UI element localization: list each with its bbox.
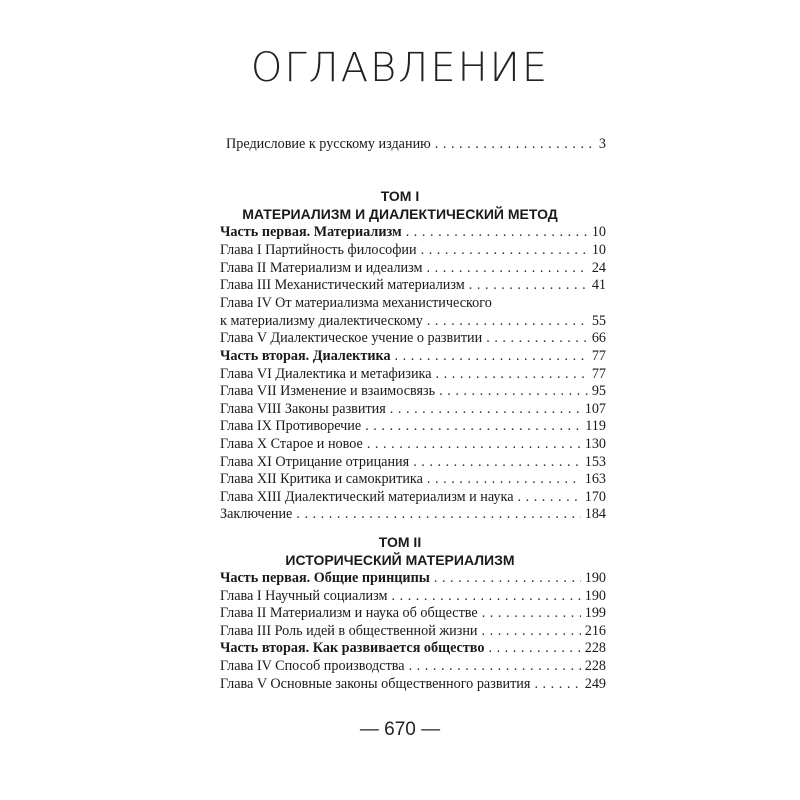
toc-entry-label: Часть первая. Общие принципы	[220, 570, 430, 586]
toc-entry-page: 24	[591, 260, 606, 276]
dot-leader	[439, 383, 588, 400]
toc-entry-label: Глава X Старое и новое	[220, 436, 363, 452]
toc-entry-preface[interactable]	[226, 136, 606, 153]
dot-leader	[390, 401, 581, 418]
toc-entry[interactable]	[220, 506, 606, 523]
dot-leader	[367, 436, 581, 453]
toc-entry[interactable]	[220, 588, 606, 605]
dot-leader	[434, 570, 581, 587]
toc-entry-page: 95	[591, 383, 606, 399]
toc-entry-label: Глава II Материализм и идеализм	[220, 260, 423, 276]
toc-entry-page: 66	[591, 330, 606, 346]
toc-entry-page: 163	[584, 471, 606, 487]
toc-entry-page: 77	[591, 366, 606, 382]
dot-leader	[518, 489, 581, 506]
dot-leader	[469, 277, 588, 294]
dot-leader	[409, 658, 581, 675]
toc-entry-page: 10	[591, 224, 606, 240]
toc-entry[interactable]	[220, 658, 606, 675]
toc-entry[interactable]	[220, 242, 606, 259]
toc-entry-page: 170	[584, 489, 606, 505]
toc-entry-label: к материализму диалектическому	[220, 313, 423, 329]
toc-entry[interactable]	[220, 605, 606, 622]
toc-entry-label: Глава IV Способ производства	[220, 658, 405, 674]
toc-part-heading[interactable]	[220, 348, 606, 365]
toc-entry-label: Предисловие к русскому изданию	[226, 136, 431, 152]
toc-entry[interactable]	[220, 676, 606, 693]
toc-entry-page: 130	[584, 436, 606, 452]
volume-title: ИСТОРИЧЕСКИЙ МАТЕРИАЛИЗМ	[285, 552, 515, 568]
toc-entry-page: 190	[584, 588, 606, 604]
toc-entry-page: 228	[584, 640, 606, 656]
toc-entry[interactable]	[220, 401, 606, 418]
page-number: — 670 —	[359, 719, 441, 740]
toc-entry[interactable]	[220, 383, 606, 400]
dot-leader	[365, 418, 581, 435]
toc-entry[interactable]	[220, 330, 606, 347]
toc-entry-label: Глава IX Противоречие	[220, 418, 362, 434]
toc-entry-label: Часть вторая. Диалектика	[220, 348, 391, 364]
toc-entry-label: Часть первая. Материализм	[220, 224, 402, 240]
dot-leader	[534, 676, 580, 693]
toc-entry-page: 153	[584, 454, 606, 470]
toc-part-heading[interactable]	[220, 224, 606, 241]
toc-entry-page: 3	[598, 136, 606, 152]
toc-entry-label: Глава XI Отрицание отрицания	[220, 454, 410, 470]
dot-leader	[435, 136, 595, 153]
toc-entry-label: Глава V Основные законы общественного развития	[220, 676, 531, 692]
dot-leader	[421, 242, 588, 259]
toc-entry-label: Глава III Механистический материализм	[220, 277, 465, 293]
toc-entry-page: 119	[585, 418, 606, 434]
toc-entry[interactable]	[220, 277, 606, 294]
toc-entry[interactable]	[220, 313, 606, 330]
toc-entry-page: 190	[584, 570, 606, 586]
toc-entry[interactable]	[220, 418, 606, 435]
toc-entry-page: 10	[591, 242, 606, 258]
dot-leader	[427, 471, 581, 488]
toc-entry-label: Глава XIII Диалектический материализм и наука	[220, 489, 514, 505]
toc-entry-page: 77	[591, 348, 606, 364]
toc-entry-label[interactable]: Глава IV От материализма механистического	[220, 295, 492, 311]
dot-leader	[482, 605, 581, 622]
toc-entry-page: 249	[584, 676, 606, 692]
dot-leader	[427, 260, 588, 277]
toc-entry[interactable]	[220, 471, 606, 488]
toc-entry-page: 199	[584, 605, 606, 621]
dot-leader	[482, 623, 581, 640]
toc-entry-page: 55	[591, 313, 606, 329]
page-title: ОГЛАВЛЕНИЕ	[250, 45, 550, 91]
toc-entry-label: Глава XII Критика и самокритика	[220, 471, 423, 487]
toc-entry-label: Глава VIII Законы развития	[220, 401, 386, 417]
toc-entry-label: Глава I Научный социализм	[220, 588, 388, 604]
toc-entry-label: Глава III Роль идей в общественной жизни	[220, 623, 478, 639]
toc-entry-label: Заключение	[220, 506, 293, 522]
toc-entry-page: 41	[591, 277, 606, 293]
toc-entry-label: Часть вторая. Как развивается общество	[220, 640, 485, 656]
dot-leader	[486, 330, 588, 347]
toc-entry[interactable]	[220, 623, 606, 640]
dot-leader	[392, 588, 581, 605]
toc-entry-label: Глава VI Диалектика и метафизика	[220, 366, 432, 382]
volume-label: ТОМ I	[380, 188, 420, 204]
toc-entry[interactable]	[220, 454, 606, 471]
dot-leader	[296, 506, 580, 523]
volume-title: МАТЕРИАЛИЗМ И ДИАЛЕКТИЧЕСКИЙ МЕТОД	[242, 206, 558, 222]
dot-leader	[427, 313, 588, 330]
toc-part-heading[interactable]	[220, 570, 606, 587]
dot-leader	[395, 348, 588, 365]
toc-entry-page: 107	[584, 401, 606, 417]
toc-entry[interactable]	[220, 260, 606, 277]
toc-entry-label: Глава I Партийность философии	[220, 242, 417, 258]
toc-part-heading[interactable]	[220, 640, 606, 657]
dot-leader	[436, 366, 588, 383]
toc-entry-page: 228	[584, 658, 606, 674]
toc-entry-page: 216	[584, 623, 606, 639]
toc-entry-label: Глава V Диалектическое учение о развитии	[220, 330, 483, 346]
toc-entry[interactable]	[220, 489, 606, 506]
toc-entry[interactable]	[220, 436, 606, 453]
toc-entry-label: Глава II Материализм и наука об обществе	[220, 605, 478, 621]
dot-leader	[488, 640, 580, 657]
toc-entry[interactable]	[220, 366, 606, 383]
dot-leader	[406, 224, 588, 241]
toc-entry-page: 184	[584, 506, 606, 522]
toc-entry-label: Глава VII Изменение и взаимосвязь	[220, 383, 436, 399]
dot-leader	[413, 454, 581, 471]
volume-label: ТОМ II	[378, 534, 422, 550]
